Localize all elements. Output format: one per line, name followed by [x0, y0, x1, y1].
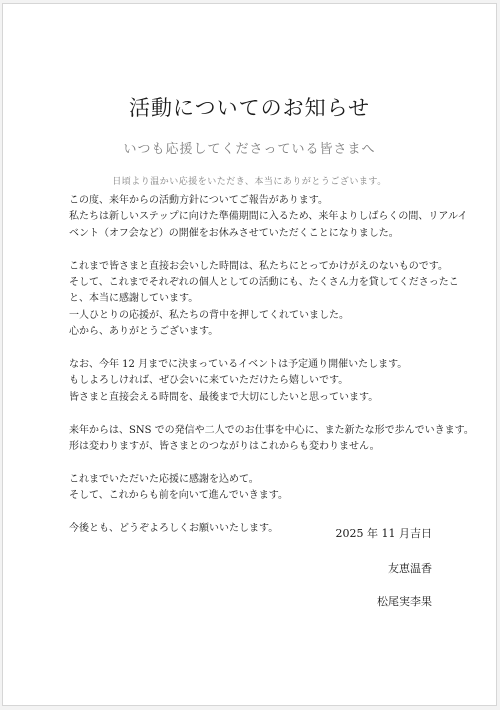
- text-line: 今後とも、どうぞよろしくお願いいたします。: [69, 523, 279, 535]
- text-line: ベント（オフ会など）の開催をお休みさせていただくことになりました。: [69, 227, 399, 239]
- text-line: 私たちは新しいステップに向けた準備期間に入るため、来年よりしばらくの間、リアルイ: [69, 211, 468, 223]
- text-line: 一人ひとりの応援が、私たちの背中を押してくれていました。: [69, 309, 349, 321]
- paragraph-events: [69, 357, 489, 406]
- notice-body: [69, 193, 489, 554]
- paragraph-thanks: [69, 472, 489, 505]
- paragraph-gratitude: [69, 259, 489, 341]
- paragraph-future: [69, 423, 489, 456]
- text-line: これまで皆さまと直接お会いした時間は、私たちにとってかけがえのないものです。: [69, 260, 448, 272]
- notice-page: [2, 3, 497, 706]
- notice-title: 活動についてのお知らせ: [129, 96, 370, 120]
- text-line: 来年からは、SNS での発信や二人でのお仕事を中心に、また新たな形で歩んでいきます。: [69, 424, 474, 436]
- greeting-line: 日頃より温かい応援をいただき、本当にありがとうございます。: [112, 177, 387, 187]
- notice-date: 2025 年 11 月吉日: [335, 527, 432, 540]
- text-line: と、本当に感謝しています。: [69, 293, 199, 305]
- text-line: 皆さまと直接会える時間を、最後まで大切にしたいと思っています。: [69, 391, 379, 403]
- text-line: そして、これまでそれぞれの個人としての活動にも、たくさん力を貸してくださったこ: [69, 277, 459, 289]
- signature-name: 友恵温香: [388, 562, 432, 575]
- text-line: この度、来年からの活動方針についてご報告があります。: [69, 195, 328, 206]
- text-line: そして、これからも前を向いて進んでいきます。: [69, 490, 288, 502]
- text-line: なお、今年 12 月までに決まっているイベントは予定通り開催いたします。: [69, 359, 408, 371]
- paragraph-announcement: [69, 193, 489, 242]
- notice-subtitle: いつも応援してくださっている皆さまへ: [123, 142, 376, 157]
- text-line: これまでいただいた応援に感謝を込めて。: [69, 473, 259, 485]
- text-line: 形は変わりますが、皆さまとのつながりはこれからも変わりません。: [69, 441, 380, 453]
- signature-name: 松尾実李果: [377, 595, 432, 608]
- text-line: もしよろしければ、ぜひ会いに来ていただけたら嬉しいです。: [69, 375, 349, 387]
- text-line: 心から、ありがとうございます。: [69, 326, 219, 338]
